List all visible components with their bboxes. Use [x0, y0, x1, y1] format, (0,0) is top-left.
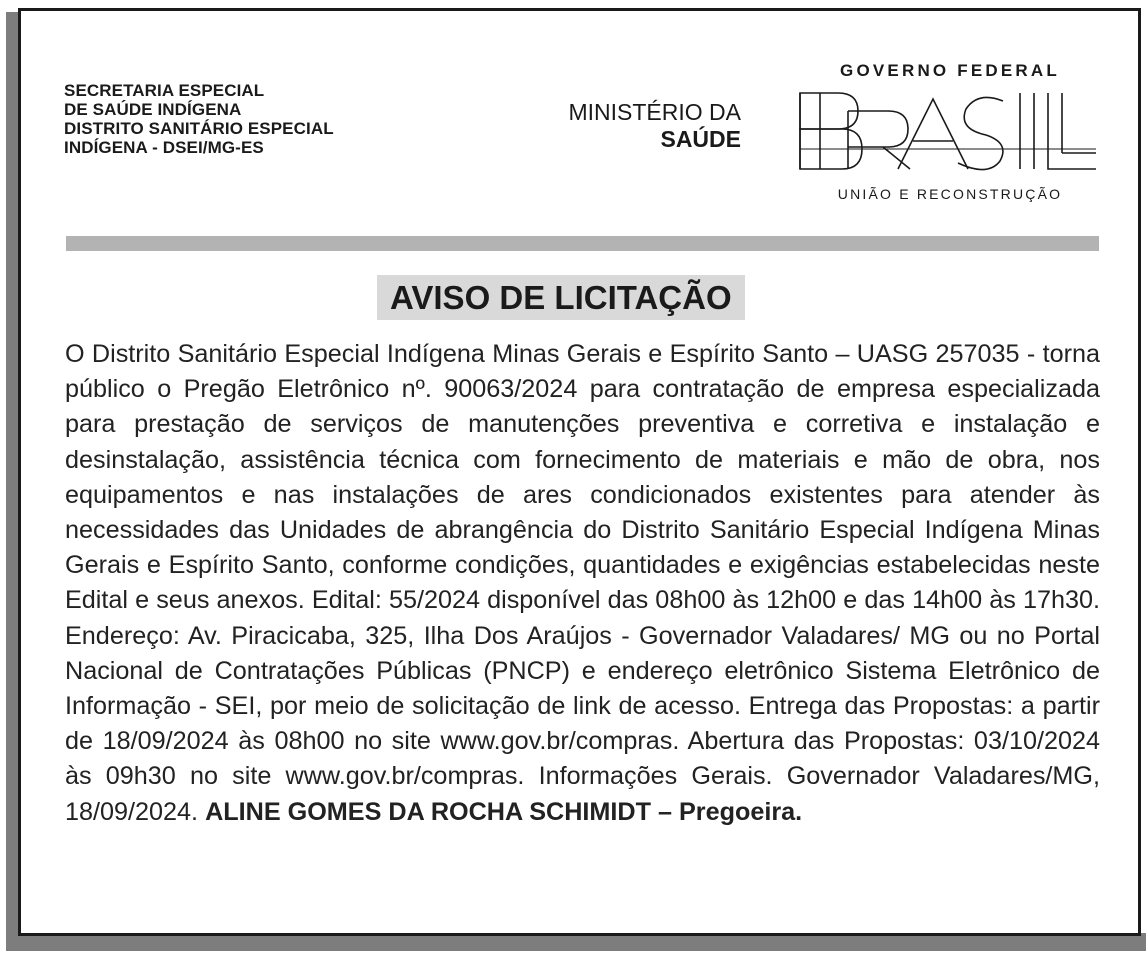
brasil-logo — [798, 91, 1098, 171]
secretaria-line: DE SAÚDE INDÍGENA — [64, 100, 242, 119]
header-divider — [66, 236, 1099, 251]
ministerio-logo — [568, 99, 741, 153]
notice-title: AVISO DE LICITAÇÃO — [377, 275, 745, 320]
governo-federal-label: GOVERNO FEDERAL — [840, 61, 1060, 80]
secretaria-block — [64, 81, 334, 157]
notice-body — [65, 337, 1100, 830]
notice-body-text: O Distrito Sanitário Especial Indígena Minas Gerais e Espírito Santo – UASG 257035 - torna público o Pregão Eletrônico nº. 90063/2024 para contratação de empresa especializada para prestação de serviços de manutenções preventiva e corretiva e instalação e desinstalação, assistência técnica com fornecimento de materiais e mão de obra, nos equipamentos e nas instalações de ares condicionados existentes para atender às necessidades das Unidades de abrangência do Distrito Sanitário Especial Indígena Minas Gerais e Espírito Santo, conforme condições, quantidades e exigências estabelecidas neste Edital e seus anexos. Edital: 55/2024 disponível das 08h00 às 12h00 e das 14h00 às 17h30. Endereço: Av. Piracicaba, 325, Ilha Dos Araújos - Governador Valadares/ MG ou no Portal Nacional de Contratações Públicas (PNCP) e endereço eletrônico Sistema Eletrônico de Informação - SEI, por meio de solicitação de link de acesso. Entrega das Propostas: a partir de 18/09/2024 às 08h00 no site www.gov.br/compras. Abertura das Propostas: 03/10/2024 às 09h30 no site www.gov.br/compras. Informações Gerais. Governador Valadares/MG, 18/09/2024. — [65, 340, 1100, 826]
secretaria-line: DISTRITO SANITÁRIO ESPECIAL — [64, 119, 334, 138]
notice-frame — [18, 8, 1141, 936]
ministerio-line1: MINISTÉRIO DA — [568, 99, 741, 125]
uniao-reconstrucao-label: UNIÃO E RECONSTRUÇÃO — [837, 186, 1063, 202]
secretaria-line: SECRETARIA ESPECIAL — [64, 81, 265, 100]
secretaria-line: INDÍGENA - DSEI/MG-ES — [64, 138, 264, 157]
notice-signature: ALINE GOMES DA ROCHA SCHIMIDT – Pregoeira. — [205, 797, 803, 826]
ministerio-line2: SAÚDE — [660, 126, 741, 152]
